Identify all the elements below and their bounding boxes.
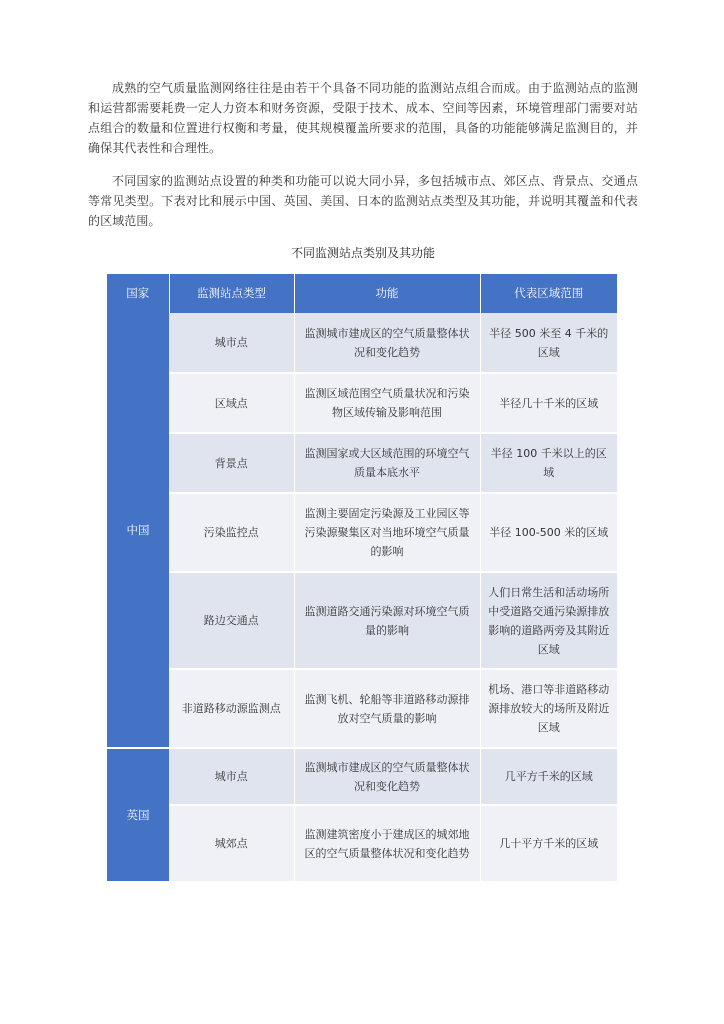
table-row — [107, 572, 617, 669]
function-cell: 监测飞机、轮船等非道路移动源排放对空气质量的影响 — [294, 669, 480, 748]
function-cell: 监测道路交通污染源对环境空气质量的影响 — [294, 572, 480, 669]
station-type-cell: 城市点 — [169, 748, 294, 805]
paragraph-intro: 成熟的空气质量监测网络往往是由若干个具备不同功能的监测站点组合而成。由于监测站点的监测和运营都需要耗费一定人力资本和财务资源，受限于技术、成本、空间等因素，环境管理部门需要对站点组合的数量和位置进行权衡和考量，使其规模覆盖所要求的范围，具备的功能能够满足监测目的，并确保其代表性和合理性。 — [88, 81, 638, 155]
header-function: 功能 — [294, 274, 480, 313]
range-cell: 半径 100-500 米的区域 — [480, 493, 617, 572]
range-cell: 几平方千米的区域 — [480, 748, 617, 805]
table-title: 不同监测站点类别及其功能 — [290, 246, 435, 260]
function-cell: 监测城市建成区的空气质量整体状况和变化趋势 — [294, 748, 480, 805]
paragraph-comparison: 不同国家的监测站点设置的种类和功能可以说大同小异，多包括城市点、郊区点、背景点、交通点等常见类型。下表对比和展示中国、英国、美国、日本的监测站点类型及其功能，并说明其覆盖和代表的区域范围。 — [88, 174, 638, 228]
country-cell-china: 中国 — [107, 313, 169, 748]
station-types-table — [107, 274, 617, 883]
table-row — [107, 748, 617, 805]
table-row — [107, 805, 617, 882]
document-body — [88, 78, 638, 883]
range-cell: 半径几十千米的区域 — [480, 373, 617, 433]
range-cell: 半径 100 千米以上的区域 — [480, 433, 617, 493]
country-cell-uk: 英国 — [107, 748, 169, 882]
station-type-cell: 路边交通点 — [169, 572, 294, 669]
function-cell: 监测主要固定污染源及工业园区等污染源聚集区对当地环境空气质量的影响 — [294, 493, 480, 572]
function-cell: 监测城市建成区的空气质量整体状况和变化趋势 — [294, 313, 480, 373]
table-row — [107, 669, 617, 748]
table-row — [107, 433, 617, 493]
function-cell: 监测建筑密度小于建成区的城郊地区的空气质量整体状况和变化趋势 — [294, 805, 480, 882]
table-row — [107, 493, 617, 572]
range-cell: 半径 500 米至 4 千米的区域 — [480, 313, 617, 373]
station-type-cell: 城郊点 — [169, 805, 294, 882]
function-cell: 监测区域范围空气质量状况和污染物区域传输及影响范围 — [294, 373, 480, 433]
station-type-cell: 区域点 — [169, 373, 294, 433]
table-header-row — [107, 274, 617, 313]
station-type-cell: 背景点 — [169, 433, 294, 493]
header-range: 代表区域范围 — [480, 274, 617, 313]
header-country: 国家 — [107, 274, 169, 313]
range-cell: 机场、港口等非道路移动源排放较大的场所及附近区域 — [480, 669, 617, 748]
function-cell: 监测国家或大区域范围的环境空气质量本底水平 — [294, 433, 480, 493]
station-type-cell: 城市点 — [169, 313, 294, 373]
header-type: 监测站点类型 — [169, 274, 294, 313]
table-row — [107, 313, 617, 373]
station-type-cell: 非道路移动源监测点 — [169, 669, 294, 748]
range-cell: 几十平方千米的区域 — [480, 805, 617, 882]
table-row — [107, 373, 617, 433]
range-cell: 人们日常生活和活动场所中受道路交通污染源排放影响的道路两旁及其附近区域 — [480, 572, 617, 669]
station-type-cell: 污染监控点 — [169, 493, 294, 572]
